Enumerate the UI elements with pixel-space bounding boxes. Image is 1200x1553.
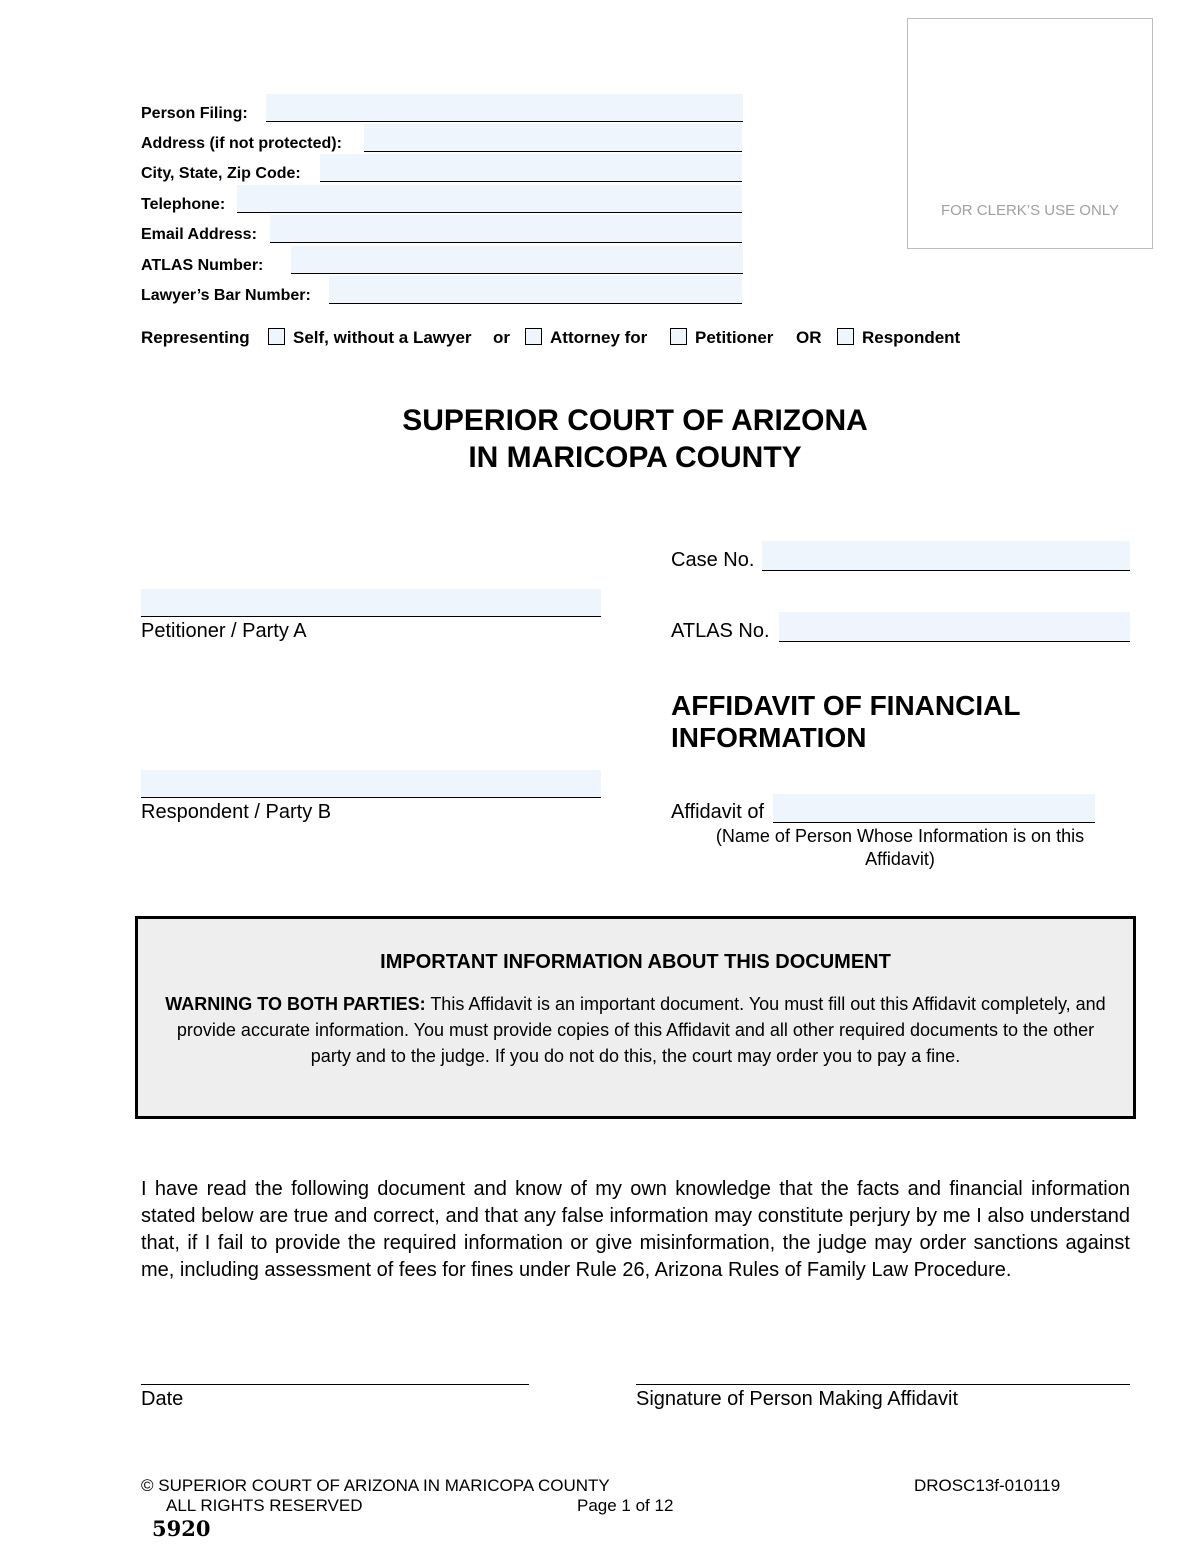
telephone-label: Telephone: [141, 196, 226, 213]
respondent-caption: Respondent / Party B [141, 801, 332, 823]
footer-stamp-number: 5920 [152, 1516, 211, 1541]
city-state-zip-label: City, State, Zip Code: [141, 165, 301, 182]
affidavit-of-caption-line1: (Name of Person Whose Information is on this [715, 826, 1085, 846]
email-field[interactable] [270, 215, 742, 243]
signature-label: Signature of Person Making Affidavit [636, 1388, 959, 1410]
petitioner-checkbox[interactable] [670, 328, 687, 345]
attorney-label: Attorney for [550, 328, 648, 347]
petitioner-label: Petitioner [695, 328, 774, 347]
court-title-line1: SUPERIOR COURT OF ARIZONA [402, 404, 868, 437]
representing-label: Representing [141, 328, 250, 347]
atlas-no-field[interactable] [779, 612, 1130, 642]
footer-rights: ALL RIGHTS RESERVED [166, 1496, 363, 1515]
person-filing-label: Person Filing: [141, 105, 248, 122]
footer-copyright: © SUPERIOR COURT OF ARIZONA IN MARICOPA COUNTY [141, 1476, 610, 1495]
signature-line[interactable] [636, 1384, 1130, 1385]
atlas-number-field[interactable] [291, 246, 743, 274]
court-title-line2: IN MARICOPA COUNTY [468, 441, 802, 474]
person-filing-field[interactable] [266, 94, 743, 122]
respondent-name-field[interactable] [141, 770, 601, 798]
affidavit-of-label: Affidavit of [671, 801, 765, 823]
clerk-use-text: FOR CLERK’S USE ONLY [940, 202, 1120, 219]
bar-number-field[interactable] [329, 276, 742, 304]
respondent-option[interactable] [837, 328, 960, 348]
affidavit-title-line1: AFFIDAVIT OF FINANCIAL [671, 690, 1021, 721]
attorney-option[interactable] [525, 328, 647, 348]
self-checkbox[interactable] [268, 328, 285, 345]
bar-number-label: Lawyer’s Bar Number: [141, 287, 311, 304]
important-info-title: IMPORTANT INFORMATION ABOUT THIS DOCUMENT [380, 951, 891, 973]
case-no-label: Case No. [671, 549, 755, 571]
petitioner-name-field[interactable] [141, 589, 601, 617]
respondent-checkbox[interactable] [837, 328, 854, 345]
date-line[interactable] [141, 1384, 529, 1385]
address-label: Address (if not protected): [141, 135, 342, 152]
telephone-field[interactable] [237, 185, 742, 213]
affidavit-of-field[interactable] [773, 794, 1095, 823]
case-no-field[interactable] [762, 541, 1130, 571]
important-info-box [135, 916, 1136, 1119]
petitioner-option[interactable] [670, 328, 773, 348]
date-label: Date [141, 1388, 184, 1410]
footer-form-id: DROSC13f-010119 [914, 1476, 1061, 1495]
address-field[interactable] [364, 124, 742, 152]
attorney-checkbox[interactable] [525, 328, 542, 345]
or-uppercase-text: OR [796, 328, 822, 347]
clerk-use-box [907, 18, 1153, 249]
affidavit-title-line2: INFORMATION [671, 722, 867, 753]
city-state-zip-field[interactable] [320, 154, 742, 182]
atlas-number-label: ATLAS Number: [141, 257, 264, 274]
self-option[interactable] [268, 328, 472, 348]
atlas-no-label: ATLAS No. [671, 620, 770, 642]
warning-text: This Affidavit is an important document. You must fill out this Affidavit completely, and provide accurate information. You must provide copies of this Affidavit and all other required documents to the other party and to the judge. If you do not do this, the court may order you to pay a fine. [176, 994, 1106, 1066]
warning-label: WARNING TO BOTH PARTIES: [165, 994, 426, 1014]
self-label: Self, without a Lawyer [293, 328, 472, 347]
respondent-label: Respondent [862, 328, 961, 347]
petitioner-caption: Petitioner / Party A [141, 620, 307, 642]
email-label: Email Address: [141, 226, 257, 243]
affidavit-of-caption-line2: Affidavit) [865, 849, 935, 869]
statement-paragraph: I have read the following document and know of my own knowledge that the facts and financial information stated below are true and correct, and that any false information may constitute perjury by me I also understand that, if I fail to provide the required information or give misinformation, the judge may order sanctions against me, including assessment of fees for fines under Rule 26, Arizona Rules of Family Law Procedure. [141, 1178, 1130, 1281]
important-info-body [158, 991, 1113, 1069]
or-text: or [493, 328, 510, 347]
footer-page-number: Page 1 of 12 [577, 1496, 674, 1515]
